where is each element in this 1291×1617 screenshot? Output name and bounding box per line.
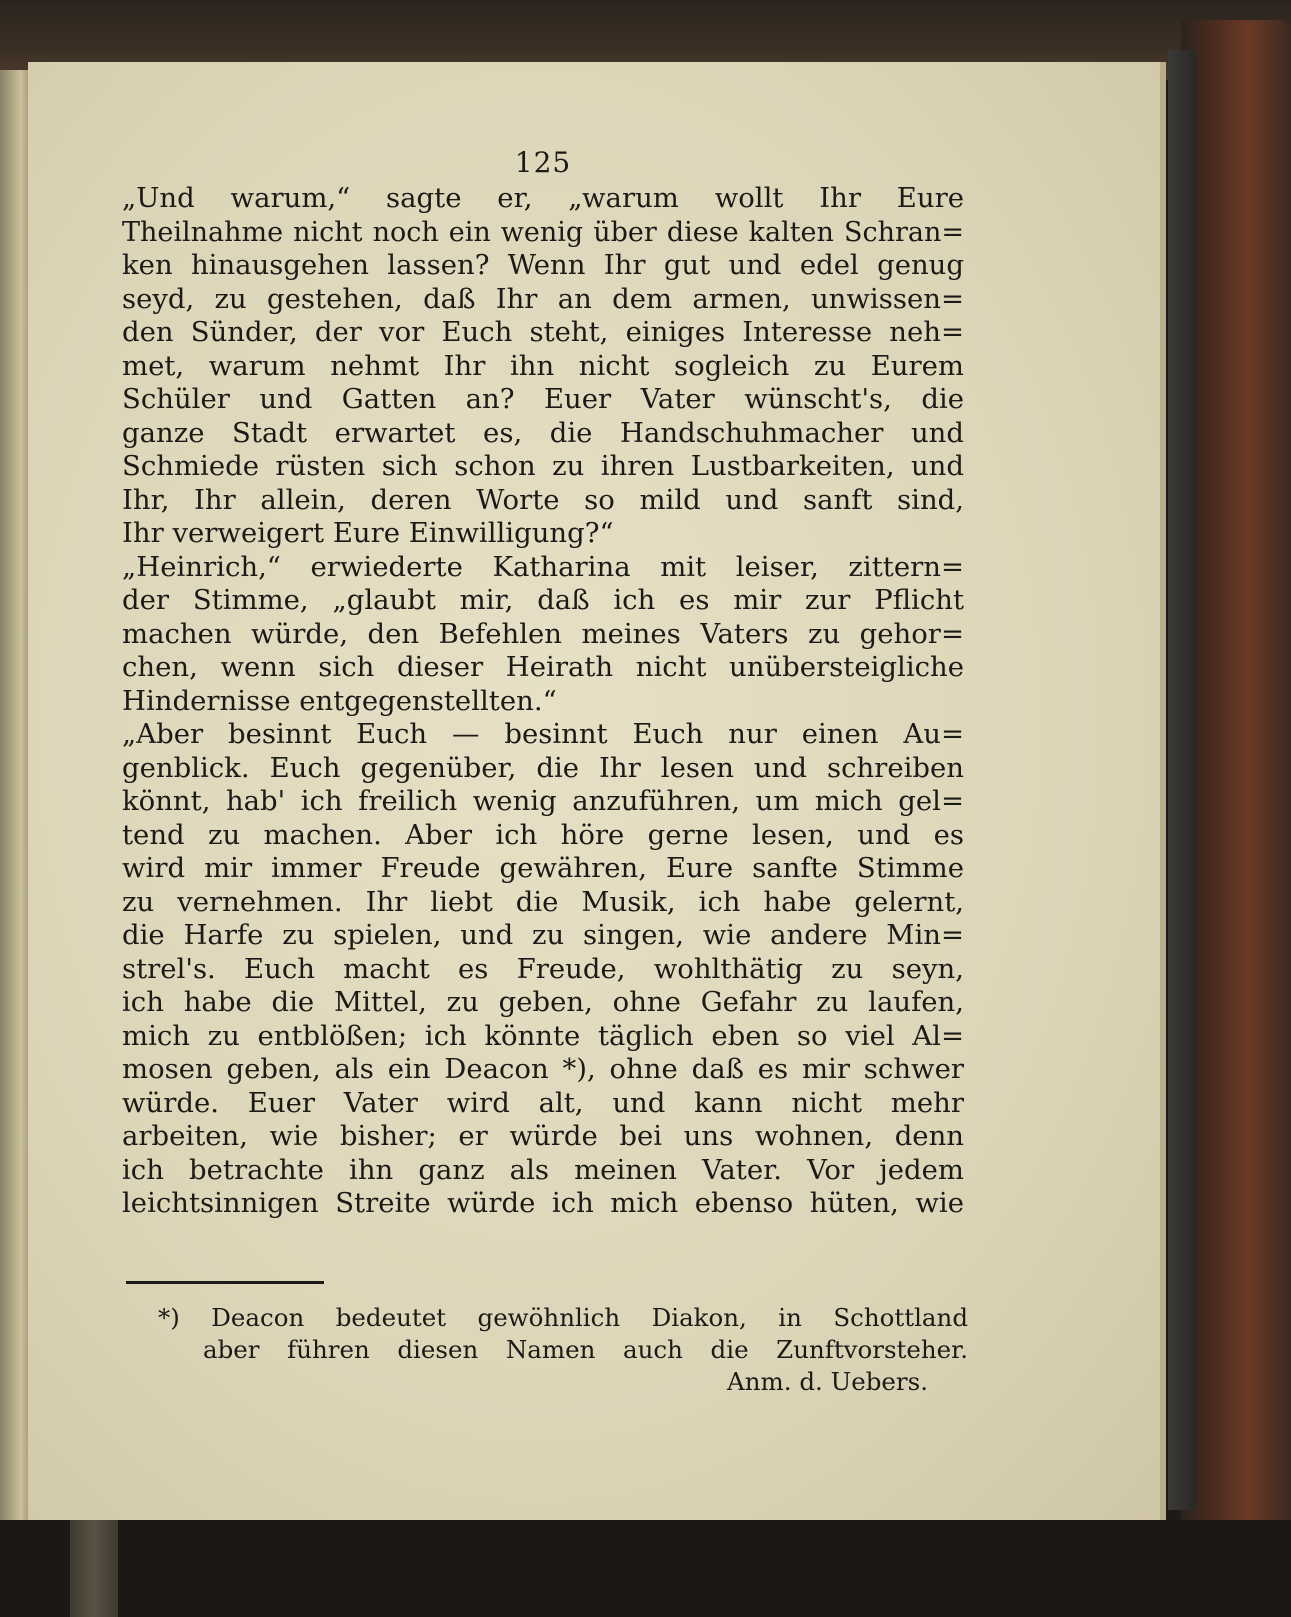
text-line: Ihr verweigert Eure Einwilligung?“ (122, 517, 614, 549)
text-line: tend zu machen. Aber ich höre gerne lesen, und es (122, 818, 964, 851)
text-line: chen, wenn sich dieser Heirath nicht unübersteigliche (122, 651, 964, 683)
text-line: met, warum nehmt Ihr ihn nicht sogleich zu Eurem (122, 349, 964, 382)
text-line: strel's. Euch macht es Freude, wohlthätig zu seyn, (122, 952, 964, 985)
body-text (122, 146, 964, 1221)
text-line: ich betrachte ihn ganz als meinen Vater. Vor jedem (122, 1153, 964, 1186)
book-cover-right (1181, 20, 1291, 1540)
text-line: würde. Euer Vater wird alt, und kann nicht mehr (122, 1086, 964, 1119)
text-line: leichtsinnigen Streite würde ich mich ebenso hüten, wie (122, 1187, 964, 1219)
footnote (158, 1302, 968, 1398)
text-line: Schmiede rüsten sich schon zu ihren Lustbarkeiten, und (122, 450, 964, 482)
text-line: „Heinrich,“ erwiederte Katharina mit leiser, zittern= (122, 550, 964, 583)
text-line: arbeiten, wie bisher; er würde bei uns wohnen, denn (122, 1120, 964, 1152)
text-line: wird mir immer Freude gewähren, Eure sanfte Stimme (122, 852, 964, 884)
text-line: ken hinausgehen lassen? Wenn Ihr gut und edel genug (122, 249, 964, 281)
footnote-attribution: Anm. d. Uebers. (727, 1367, 928, 1396)
book-page (28, 62, 1166, 1520)
text-line: zu vernehmen. Ihr liebt die Musik, ich habe gelernt, (122, 885, 964, 918)
page-number: 125 (514, 146, 572, 179)
text-line: mich zu entblößen; ich könnte täglich eben so viel Al= (122, 1019, 964, 1052)
bookmark-ribbon (70, 1505, 118, 1617)
text-line: die Harfe zu spielen, und zu singen, wie andere Min= (122, 919, 964, 951)
text-line: genblick. Euch gegenüber, die Ihr lesen und schreiben (122, 751, 964, 784)
text-line: Hindernisse entgegenstellten.“ (122, 684, 557, 717)
text-line: Schüler und Gatten an? Euer Vater wünscht's, die (122, 383, 964, 415)
text-line: Theilnahme nicht noch ein wenig über diese kalten Schran= (122, 216, 964, 248)
text-line: den Sünder, der vor Euch steht, einiges Interesse neh= (122, 316, 964, 348)
text-line: könnt, hab' ich freilich wenig anzuführen, um mich gel= (122, 785, 964, 817)
footnote-line: *) Deacon bedeutet gewöhnlich Diakon, in Schottland (158, 1303, 968, 1332)
footnote-line: aber führen diesen Namen auch die Zunftvorsteher. (203, 1335, 968, 1364)
text-line: „Aber besinnt Euch — besinnt Euch nur einen Au= (122, 718, 964, 750)
book-spine-edge (1168, 50, 1196, 1510)
text-line: mosen geben, als ein Deacon *), ohne daß es mir schwer (122, 1053, 964, 1085)
footnote-divider (126, 1281, 324, 1284)
text-line: machen würde, den Befehlen meines Vaters zu gehor= (122, 617, 964, 650)
scan-bottom-strip (0, 1520, 1291, 1617)
text-line: „Und warum,“ sagte er, „warum wollt Ihr Eure (122, 182, 964, 214)
text-line: der Stimme, „glaubt mir, daß ich es mir zur Pflicht (122, 584, 964, 616)
text-line: ich habe die Mittel, zu geben, ohne Gefahr zu laufen, (122, 986, 964, 1018)
text-line: seyd, zu gestehen, daß Ihr an dem armen, unwissen= (122, 282, 964, 315)
left-page-edge (0, 70, 30, 1520)
text-line: Ihr, Ihr allein, deren Worte so mild und sanft sind, (122, 483, 964, 516)
text-line: ganze Stadt erwartet es, die Handschuhmacher und (122, 416, 964, 449)
